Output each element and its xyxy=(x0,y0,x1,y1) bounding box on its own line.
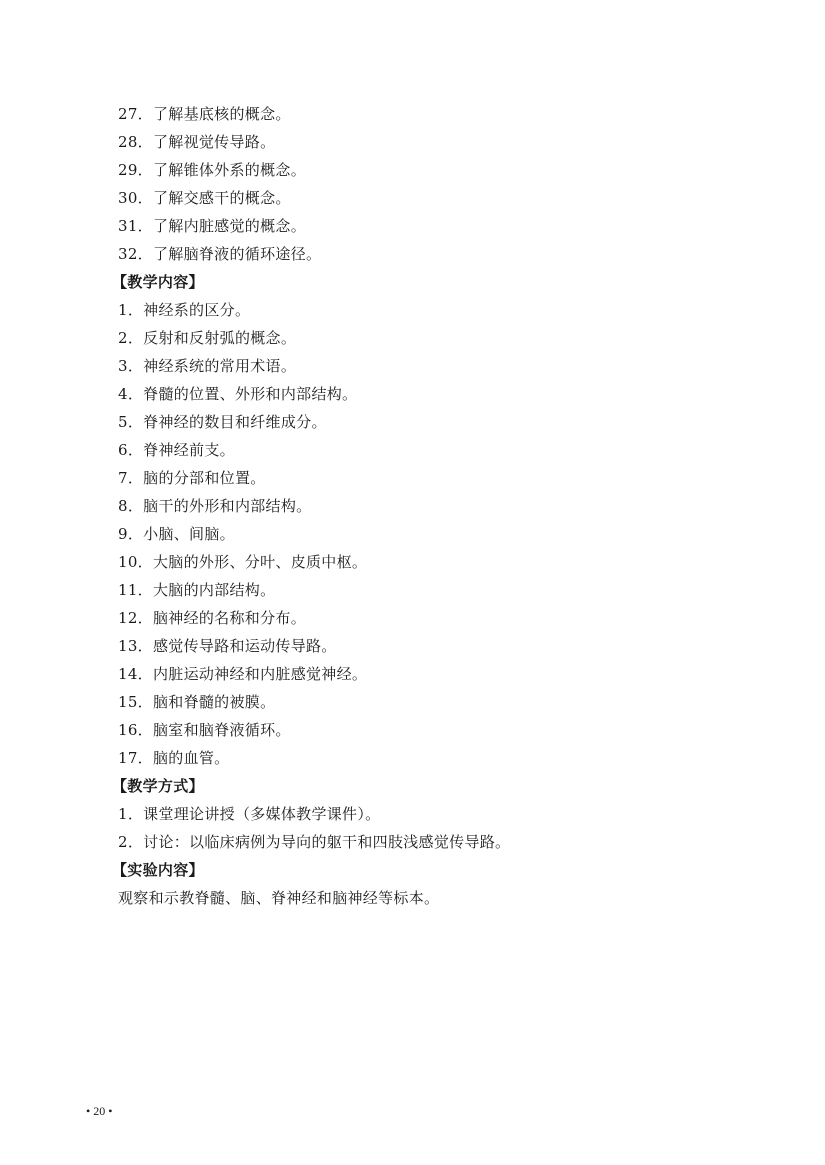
list-item: 3．神经系统的常用术语。 xyxy=(118,357,297,375)
section-heading: 【教学内容】 xyxy=(112,273,204,291)
list-item: 11．大脑的内部结构。 xyxy=(118,581,276,599)
document-page xyxy=(112,100,738,912)
list-item: 27．了解基底核的概念。 xyxy=(118,105,291,123)
list-item: 16．脑室和脑脊液循环。 xyxy=(118,721,291,739)
list-item: 13．感觉传导路和运动传导路。 xyxy=(118,637,337,655)
list-item: 7．脑的分部和位置。 xyxy=(118,469,266,487)
list-item: 15．脑和脊髓的被膜。 xyxy=(118,693,276,711)
list-item: 9．小脑、间脑。 xyxy=(118,525,235,543)
list-item: 12．脑神经的名称和分布。 xyxy=(118,609,306,627)
list-item: 1．神经系的区分。 xyxy=(118,301,251,319)
section-heading: 【教学方式】 xyxy=(112,777,204,795)
list-item: 31．了解内脏感觉的概念。 xyxy=(118,217,306,235)
content-lines xyxy=(112,100,738,912)
list-item: 32．了解脑脊液的循环途径。 xyxy=(118,245,322,263)
list-item: 1．课堂理论讲授（多媒体教学课件）。 xyxy=(118,805,381,823)
list-item: 5．脊神经的数目和纤维成分。 xyxy=(118,413,327,431)
section-heading: 【实验内容】 xyxy=(112,861,204,879)
list-item: 6．脊神经前支。 xyxy=(118,441,235,459)
list-item: 4．脊髓的位置、外形和内部结构。 xyxy=(118,385,358,403)
list-item: 2．反射和反射弧的概念。 xyxy=(118,329,297,347)
list-item: 14．内脏运动神经和内脏感觉神经。 xyxy=(118,665,368,683)
list-item: 28．了解视觉传导路。 xyxy=(118,133,276,151)
page-number: • 20 • xyxy=(86,1104,113,1118)
list-item: 30．了解交感干的概念。 xyxy=(118,189,291,207)
list-item: 29．了解锥体外系的概念。 xyxy=(118,161,306,179)
list-item: 17．脑的血管。 xyxy=(118,749,230,767)
list-item: 10．大脑的外形、分叶、皮质中枢。 xyxy=(118,553,368,571)
list-item: 8．脑干的外形和内部结构。 xyxy=(118,497,312,515)
list-item: 观察和示教脊髓、脑、脊神经和脑神经等标本。 xyxy=(118,889,440,907)
list-item: 2．讨论：以临床病例为导向的躯干和四肢浅感觉传导路。 xyxy=(118,833,511,851)
